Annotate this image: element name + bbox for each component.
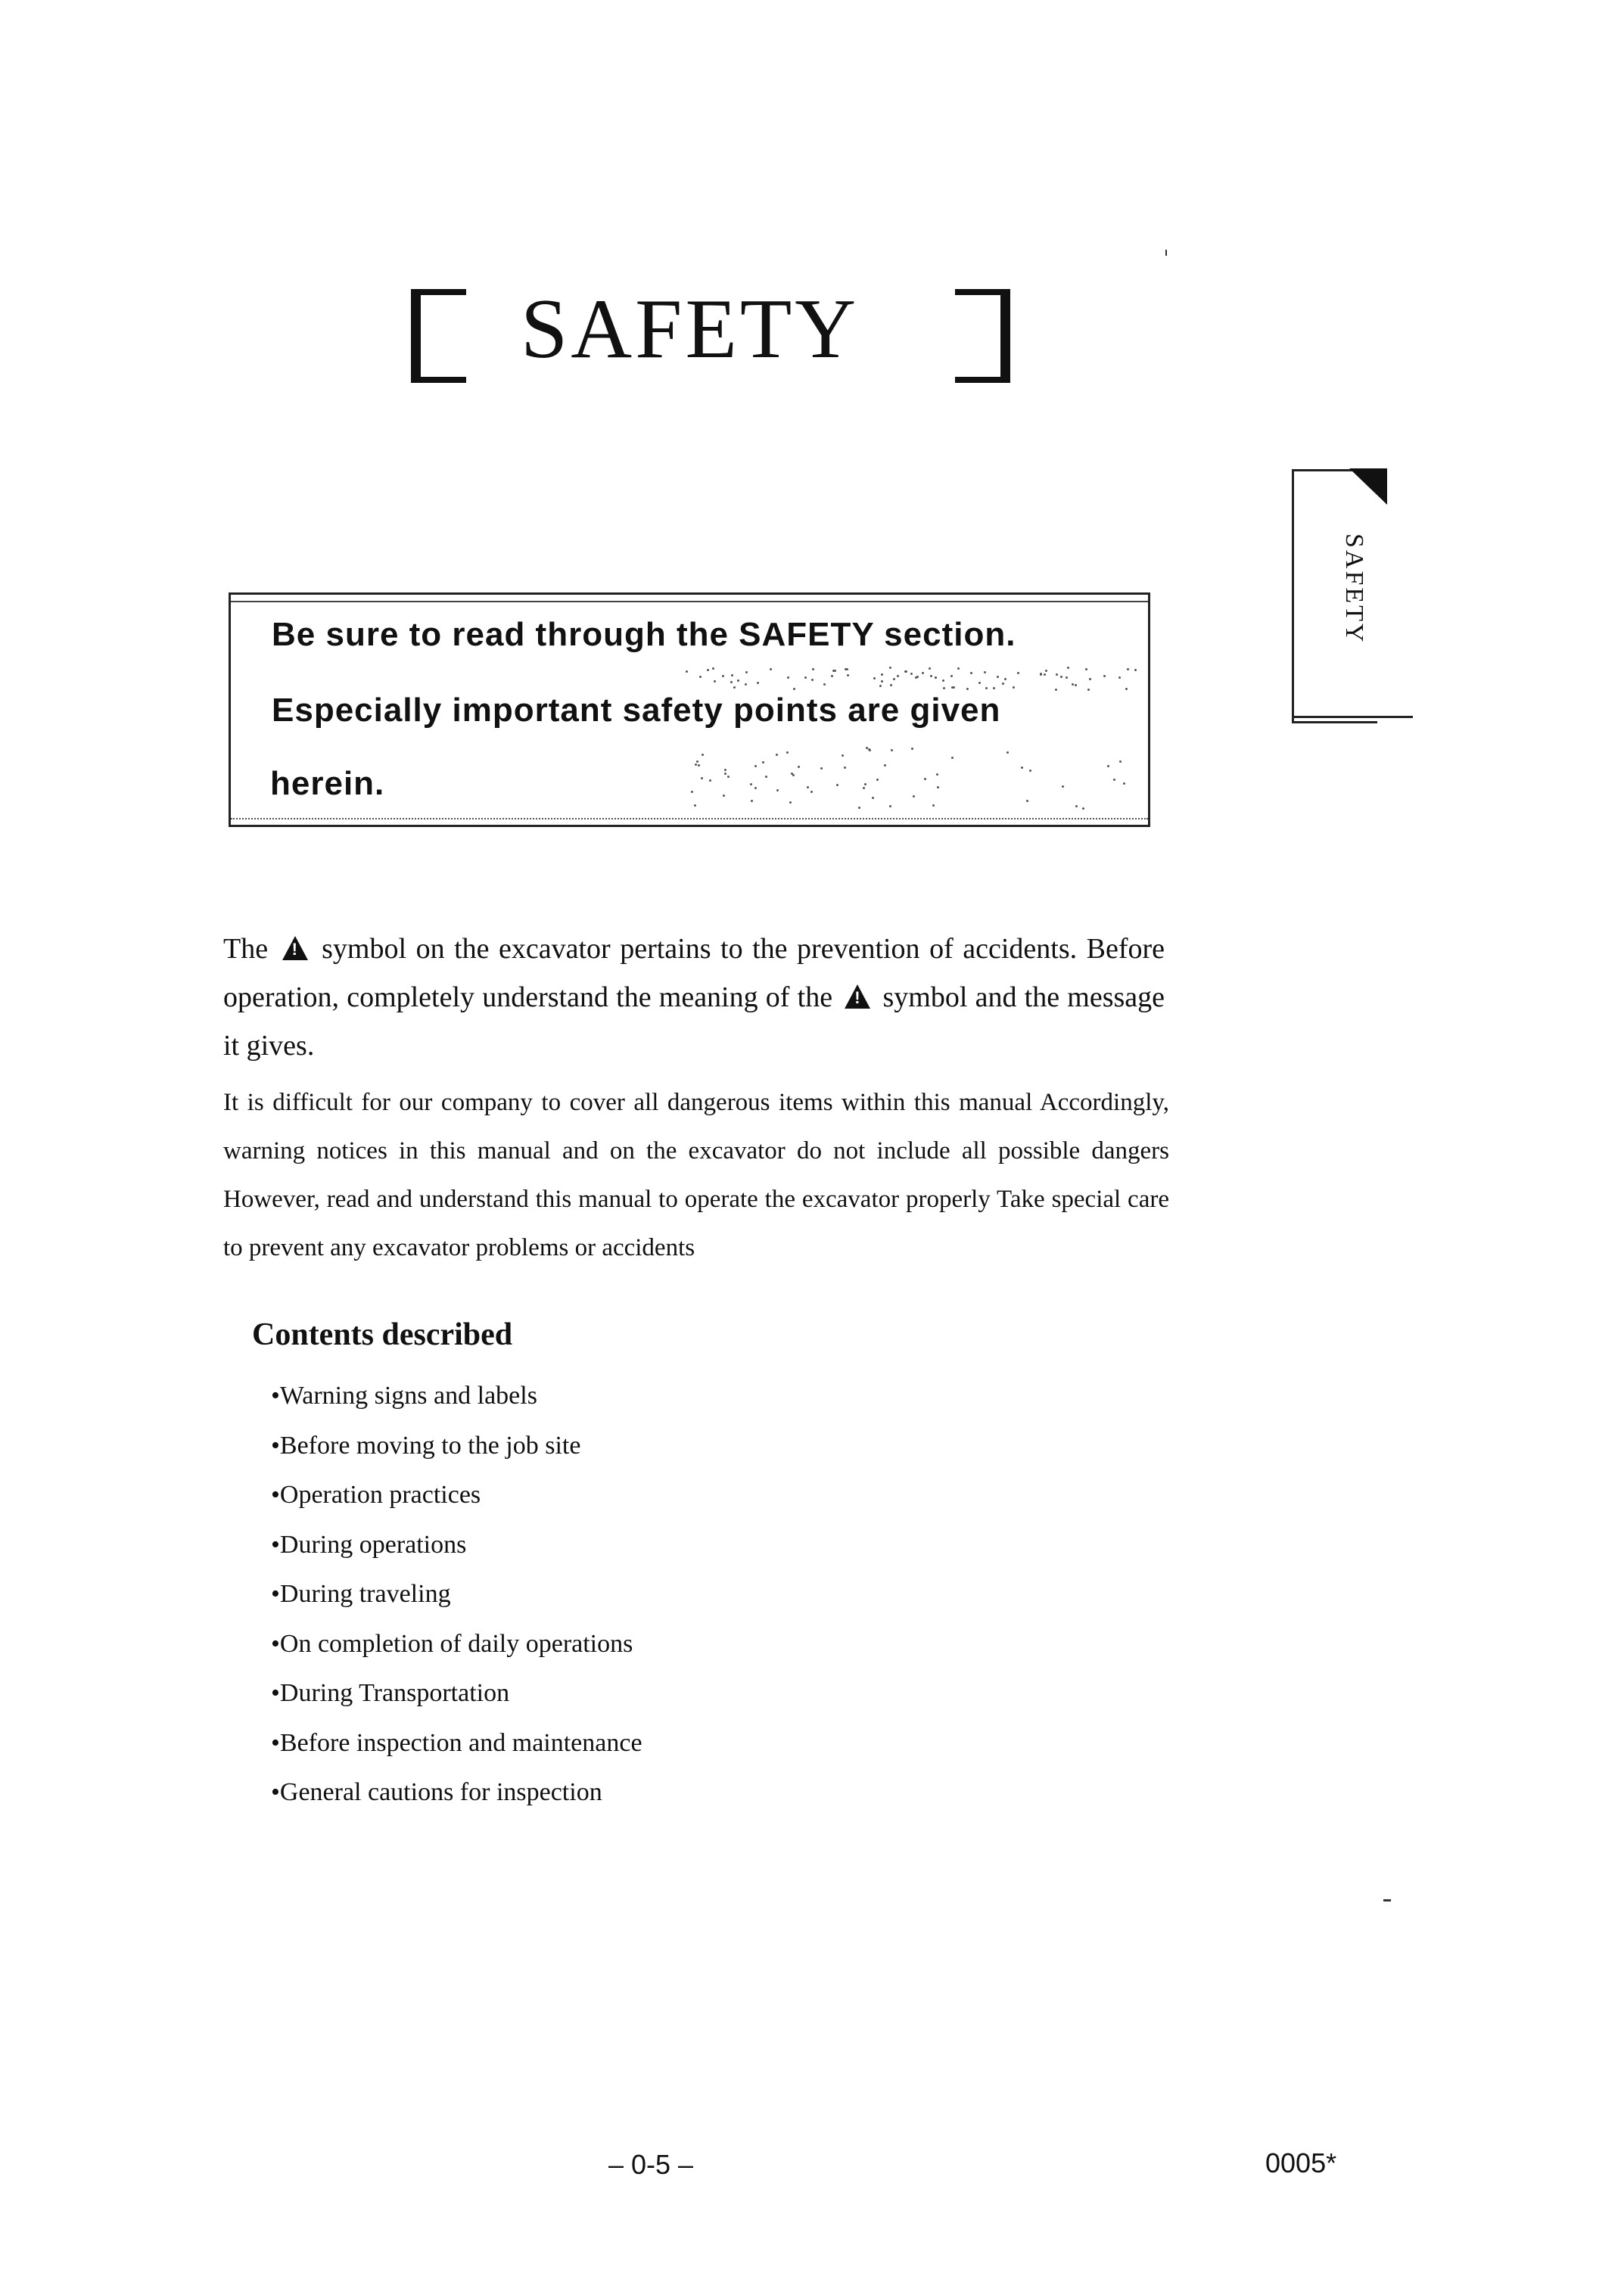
noise-dot xyxy=(810,791,813,793)
noise-dot xyxy=(930,675,932,677)
noise-dot xyxy=(789,801,792,804)
title-text: SAFETY xyxy=(521,282,860,376)
noise-dot xyxy=(1087,689,1090,691)
noise-dot xyxy=(699,676,702,678)
noise-dot xyxy=(724,773,726,775)
noise-dot xyxy=(1056,673,1058,676)
noise-dot xyxy=(1075,684,1077,686)
noise-dot xyxy=(811,679,814,681)
noise-dot xyxy=(1113,779,1115,781)
noise-dot xyxy=(1040,673,1042,675)
noise-dot xyxy=(723,794,725,797)
noise-dot xyxy=(866,747,868,749)
noise-dot xyxy=(935,676,937,679)
noise-dot xyxy=(798,766,800,768)
intro-paragraph-1 xyxy=(223,925,1165,1070)
noise-dot xyxy=(793,688,795,690)
noise-dot xyxy=(1055,689,1057,691)
noise-dot xyxy=(731,674,733,676)
noise-dot xyxy=(897,675,899,677)
noise-dot xyxy=(873,677,876,679)
noise-dot xyxy=(879,685,882,687)
safety-notice-box xyxy=(229,592,1150,827)
list-item: •During Transportation xyxy=(271,1679,510,1707)
noise-dot xyxy=(881,673,883,676)
list-item: •Before inspection and maintenance xyxy=(271,1728,642,1757)
noise-dot xyxy=(786,751,789,754)
noise-dot xyxy=(762,761,764,763)
noise-dot xyxy=(724,769,726,771)
noise-dot xyxy=(936,773,938,776)
noise-dot xyxy=(823,683,826,686)
noise-dot xyxy=(695,763,697,766)
noise-dot xyxy=(845,668,847,670)
noise-dot xyxy=(889,805,891,807)
list-item: •On completion of daily operations xyxy=(271,1629,633,1658)
noise-dot xyxy=(701,777,703,779)
noise-dot xyxy=(891,749,893,751)
tab-flag-icon xyxy=(1349,468,1387,505)
right-bracket xyxy=(955,289,1010,383)
noise-dot xyxy=(937,786,939,788)
notice-line-2: Especially important safety points are given xyxy=(272,692,1001,729)
noise-dot xyxy=(984,671,986,673)
noise-dot xyxy=(696,760,698,763)
list-item: •During operations xyxy=(271,1530,467,1559)
noise-dot xyxy=(745,671,748,673)
noise-dot xyxy=(712,667,714,670)
noise-dot xyxy=(863,787,865,789)
noise-dot xyxy=(1045,670,1047,672)
noise-dot xyxy=(787,676,789,679)
noise-dot xyxy=(864,783,866,785)
warning-triangle-icon xyxy=(282,936,308,960)
noise-dot xyxy=(691,791,693,793)
noise-dot xyxy=(842,754,844,757)
noise-dot xyxy=(881,680,883,683)
noise-dot xyxy=(932,804,935,807)
noise-dot xyxy=(834,670,836,672)
noise-dot xyxy=(1089,678,1091,680)
noise-dot xyxy=(702,754,704,756)
noise-dot xyxy=(1123,782,1125,785)
noise-dot xyxy=(858,807,860,809)
noise-dot xyxy=(876,779,879,781)
noise-dot xyxy=(714,680,716,683)
noise-dot xyxy=(904,670,907,673)
noise-dot xyxy=(707,669,709,671)
noise-dot xyxy=(698,764,700,767)
noise-dot xyxy=(751,800,753,802)
scan-mark xyxy=(1165,250,1167,256)
noise-dot xyxy=(1066,676,1068,679)
noise-dot xyxy=(757,682,759,684)
side-tab-label: SAFETY xyxy=(1340,533,1368,645)
noise-dot xyxy=(910,673,913,675)
noise-dot xyxy=(1127,668,1129,670)
noise-dot xyxy=(1021,767,1023,769)
noise-dot xyxy=(916,676,919,678)
noise-dot xyxy=(1013,686,1015,689)
scan-mark xyxy=(1383,1899,1391,1902)
noise-dot xyxy=(1006,751,1009,754)
left-bracket xyxy=(411,289,466,383)
intro-paragraph-2: It is difficult for our company to cover all dangerous items within this manual Accordingly, warning notices in this manual and on the excavator do not include all possible dangers However, read and understand this manual to operate the excavator properly Take special care to prevent any excavator problems or accidents xyxy=(223,1089,1169,1261)
noise-dot xyxy=(807,786,809,788)
noise-dot xyxy=(754,765,757,767)
noise-dot xyxy=(997,676,999,678)
noise-dot xyxy=(765,776,767,778)
noise-dot xyxy=(844,767,846,769)
noise-dot xyxy=(804,676,807,679)
noise-dot xyxy=(957,667,960,670)
contents-heading: Contents described xyxy=(252,1317,513,1352)
noise-dot xyxy=(985,687,988,689)
noise-dot xyxy=(929,667,931,670)
list-item: •Before moving to the job site xyxy=(271,1431,581,1460)
noise-dot xyxy=(831,675,833,677)
noise-dot xyxy=(889,667,891,669)
noise-dot xyxy=(1118,676,1121,679)
noise-dot xyxy=(978,682,981,684)
noise-dot xyxy=(722,675,724,677)
noise-dot xyxy=(776,754,778,756)
noise-dot xyxy=(1044,673,1046,676)
noise-dot xyxy=(770,668,772,670)
side-tab-rule xyxy=(1292,716,1413,718)
intro-text-a: The xyxy=(223,933,269,965)
noise-dot xyxy=(1125,688,1128,690)
notice-line-3: herein. xyxy=(270,765,385,802)
noise-dot xyxy=(950,675,953,677)
noise-dot xyxy=(970,672,972,674)
page-number: – 0-5 – xyxy=(608,2149,694,2180)
noise-dot xyxy=(869,749,871,751)
noise-dot xyxy=(1060,676,1062,678)
list-item: •Operation practices xyxy=(271,1481,481,1509)
noise-dot xyxy=(727,776,730,778)
notice-line-1: Be sure to read through the SAFETY section. xyxy=(272,616,1016,653)
list-item: •During traveling xyxy=(271,1580,451,1608)
intro-text-b: symbol on the excavator pertains to the prevention of accidents. Before operation, completely understand the meaning of the xyxy=(223,933,1165,1013)
noise-dot xyxy=(966,688,969,690)
noise-dot xyxy=(911,748,913,750)
noise-dot xyxy=(737,679,739,682)
noise-dot xyxy=(1107,765,1109,767)
page-title xyxy=(0,272,1624,393)
noise-dot xyxy=(893,678,895,680)
noise-dot xyxy=(890,684,892,686)
noise-dot xyxy=(776,789,779,791)
noise-dot xyxy=(1004,678,1006,680)
noise-dot xyxy=(745,683,747,686)
noise-dot xyxy=(1067,667,1069,669)
noise-dot xyxy=(1072,683,1074,686)
noise-dot xyxy=(812,668,814,670)
noise-dot xyxy=(1075,805,1078,807)
noise-dot xyxy=(820,767,823,770)
noise-dot xyxy=(733,686,736,689)
noise-dot xyxy=(924,778,926,780)
noise-dot xyxy=(694,804,696,807)
noise-dot xyxy=(922,672,924,674)
noise-dot xyxy=(951,757,954,759)
noise-dot xyxy=(1017,672,1019,674)
noise-dot xyxy=(847,674,849,676)
noise-dot xyxy=(1029,770,1031,772)
noise-dot xyxy=(750,783,752,785)
noise-dot xyxy=(1134,669,1137,671)
noise-dot xyxy=(754,787,757,789)
list-item: •Warning signs and labels xyxy=(271,1382,537,1410)
noise-dot xyxy=(993,687,995,689)
noise-dot xyxy=(942,679,944,682)
contents-list xyxy=(271,1371,642,1818)
noise-dot xyxy=(730,681,733,683)
noise-dot xyxy=(913,795,915,798)
noise-dot xyxy=(1085,668,1087,670)
list-item: •General cautions for inspection xyxy=(271,1778,602,1806)
noise-dot xyxy=(872,797,874,799)
noise-dot xyxy=(686,670,688,673)
noise-dot xyxy=(943,687,945,689)
noise-dot xyxy=(1026,800,1028,802)
noise-dot xyxy=(1103,675,1106,677)
noise-dot xyxy=(1119,760,1122,763)
noise-dot xyxy=(709,779,711,782)
intro-text-c: symbol and the message it gives. xyxy=(223,981,1165,1062)
noise-dot xyxy=(792,774,795,776)
noise-dot xyxy=(1082,807,1084,810)
noise-dot xyxy=(836,784,838,786)
noise-dot xyxy=(1062,785,1064,788)
warning-triangle-icon xyxy=(845,984,870,1009)
noise-dot xyxy=(884,764,886,767)
document-code: 0005* xyxy=(1265,2147,1337,2178)
noise-dot xyxy=(1002,683,1004,685)
